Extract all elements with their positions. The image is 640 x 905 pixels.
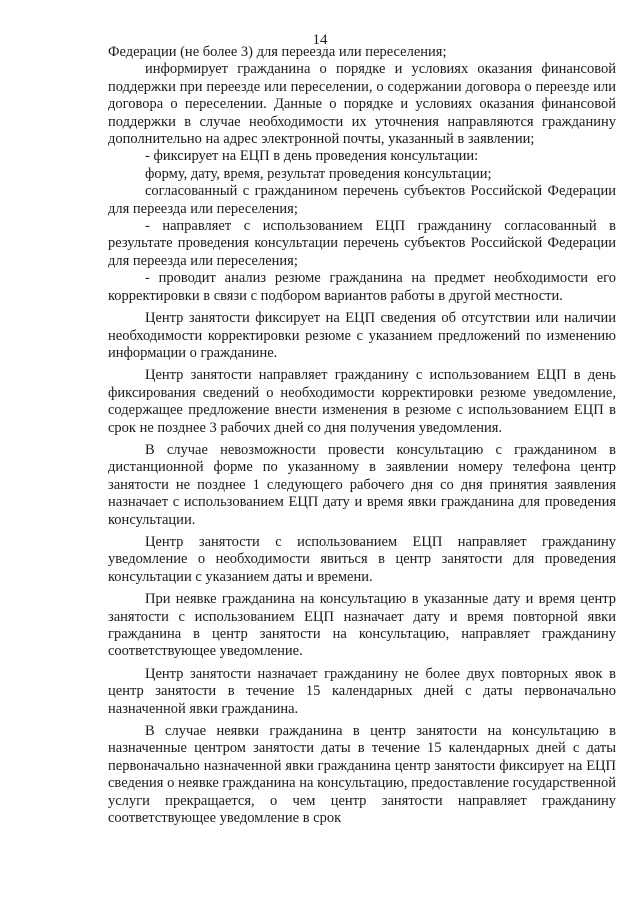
paragraph: В случае невозможности провести консультацию с гражданином в дистанционной форме по указанному в заявлении номеру телефона центр занятости не позднее 1 следующего рабочего дня со дня принятия заявления назначает с использованием ЕЦП дату и время явки гражданина для проведения консультации. (108, 441, 616, 528)
paragraph: Центр занятости фиксирует на ЕЦП сведения об отсутствии или наличии необходимости корректировки резюме с указанием предложений по изменению информации о гражданине. (108, 310, 616, 361)
paragraph: Центр занятости направляет гражданину с использованием ЕЦП в день фиксирования сведений о необходимости корректировки резюме уведомление, содержащее предложение внести изменения в резюме с использованием ЕЦП в срок не позднее 3 рабочих дней со дня получения уведомления. (108, 367, 616, 436)
paragraph: - фиксирует на ЕЦП в день проведения консультации: (145, 148, 479, 165)
paragraph: согласованный с гражданином перечень субъектов Российской Федерации для переезда или переселения; (108, 183, 616, 217)
paragraph: информирует гражданина о порядке и условиях оказания финансовой поддержки при переезде или переселении, о содержании договора о переезде или договора о переселении. Данные о порядке и условиях оказания финансовой поддержки в случае необходимости их уточнения направляются гражданину дополнительно на адрес электронной почты, указанный в заявлении; (108, 61, 616, 148)
paragraph: - направляет с использованием ЕЦП гражданину согласованный в результате проведения консультации перечень субъектов Российской Федерации для переезда или переселения; (108, 218, 616, 269)
paragraph: форму, дату, время, результат проведения консультации; (145, 165, 492, 182)
paragraph: Федерации (не более 3) для переезда или переселения; (108, 44, 447, 60)
paragraph: Центр занятости с использованием ЕЦП направляет гражданину уведомление о необходимости явиться в центр занятости для проведения консультации с указанием даты и времени. (108, 533, 616, 585)
page-number: 14 (312, 32, 328, 48)
document-body (108, 44, 616, 827)
paragraph: При неявке гражданина на консультацию в указанные дату и время центр занятости с использованием ЕЦП назначает дату и время повторной явки гражданина в центр занятости на консультацию, направляет гражданину соответствующее уведомление. (108, 591, 616, 660)
paragraph: Центр занятости назначает гражданину не более двух повторных явок в центр занятости в течение 15 календарных дней с даты первоначально назначенной явки гражданина. (108, 665, 616, 717)
paragraph: В случае неявки гражданина в центр занятости на консультацию в назначенные центром занятости даты в течение 15 календарных дней с даты первоначально назначенной явки гражданина центр занятости фиксирует на ЕЦП сведения о неявке гражданина на консультацию, предоставление государственной услуги прекращается, о чем центр занятости направляет гражданину соответствующее уведомление в срок (108, 723, 616, 827)
paragraph: - проводит анализ резюме гражданина на предмет необходимости его корректировки в связи с подбором вариантов работы в другой местности. (108, 270, 616, 304)
